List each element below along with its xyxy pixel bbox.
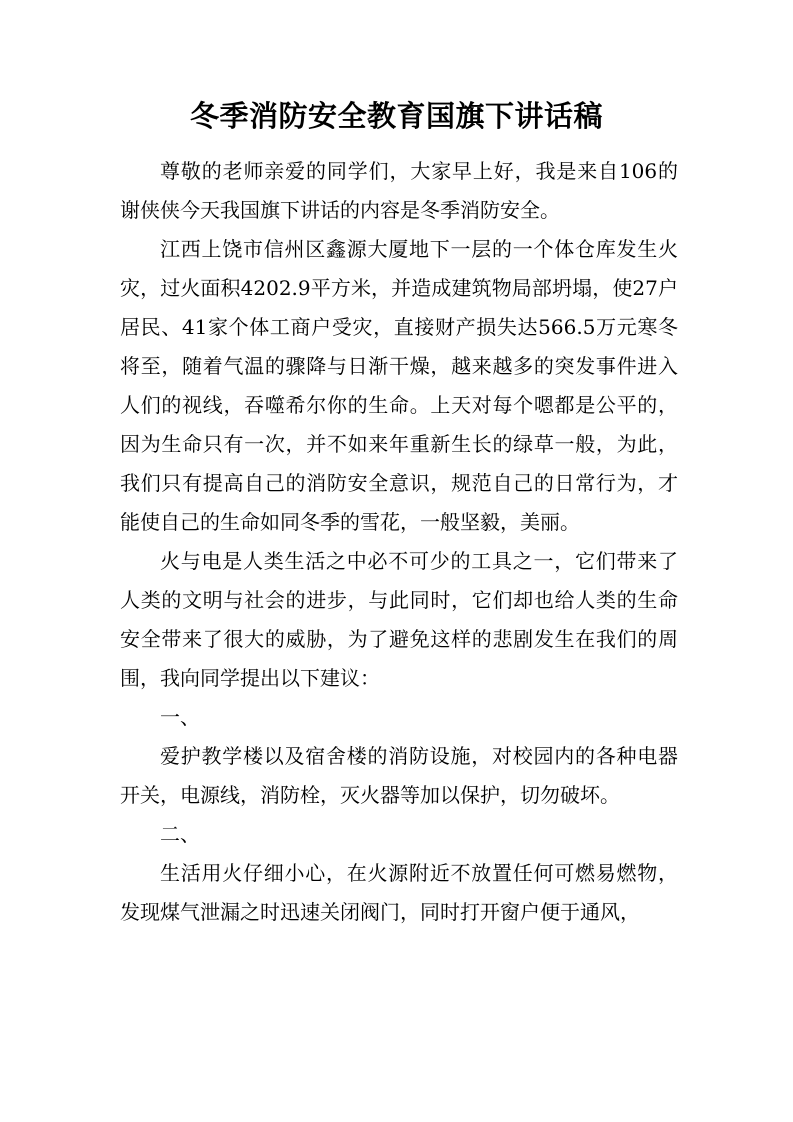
paragraph-suggestion-two: 生活用火仔细小心，在火源附近不放置任何可燃易燃物，发现煤气泄漏之时迅速关闭阀门，同时打开窗户便于通风， <box>120 861 678 924</box>
paragraph-greeting: 尊敬的老师亲爱的同学们，大家早上好，我是来自106的谢侠侠今天我国旗下讲话的内容是冬季消防安全。 <box>120 159 678 222</box>
document-title: 冬季消防安全教育国旗下讲话稿 <box>189 99 603 133</box>
paragraph-suggestion-one: 爱护教学楼以及宿舍楼的消防设施，对校园内的各种电器开关，电源线，消防栓，灭火器等加以保护，切勿破坏。 <box>120 744 678 807</box>
paragraph-fire-and-electricity: 火与电是人类生活之中必不可少的工具之一，它们带来了人类的文明与社会的进步，与此同时，它们却也给人类的生命安全带来了很大的威胁，为了避免这样的悲剧发生在我们的周围，我向同学提出以下建议： <box>120 549 678 690</box>
document-body <box>120 152 678 932</box>
list-heading-one: 一、 <box>160 705 200 729</box>
list-heading-two: 二、 <box>160 822 200 846</box>
paragraph-fire-incident: 江西上饶市信州区鑫源大厦地下一层的一个体仓库发生火灾，过火面积4202.9平方米，并造成建筑物局部坍塌，使27户居民、41家个体工商户受灾，直接财产损失达566.5万元寒冬将至，随着气温的骤降与日渐干燥，越来越多的突发事件进入人们的视线，吞噬希尔你的生命。上天对每个嗯都是公平的，因为生命只有一次，并不如来年重新生长的绿草一般，为此，我们只有提高自己的消防安全意识，规范自己的日常行为，才能使自己的生命如同冬季的雪花，一般坚毅，美丽。 <box>120 237 678 534</box>
